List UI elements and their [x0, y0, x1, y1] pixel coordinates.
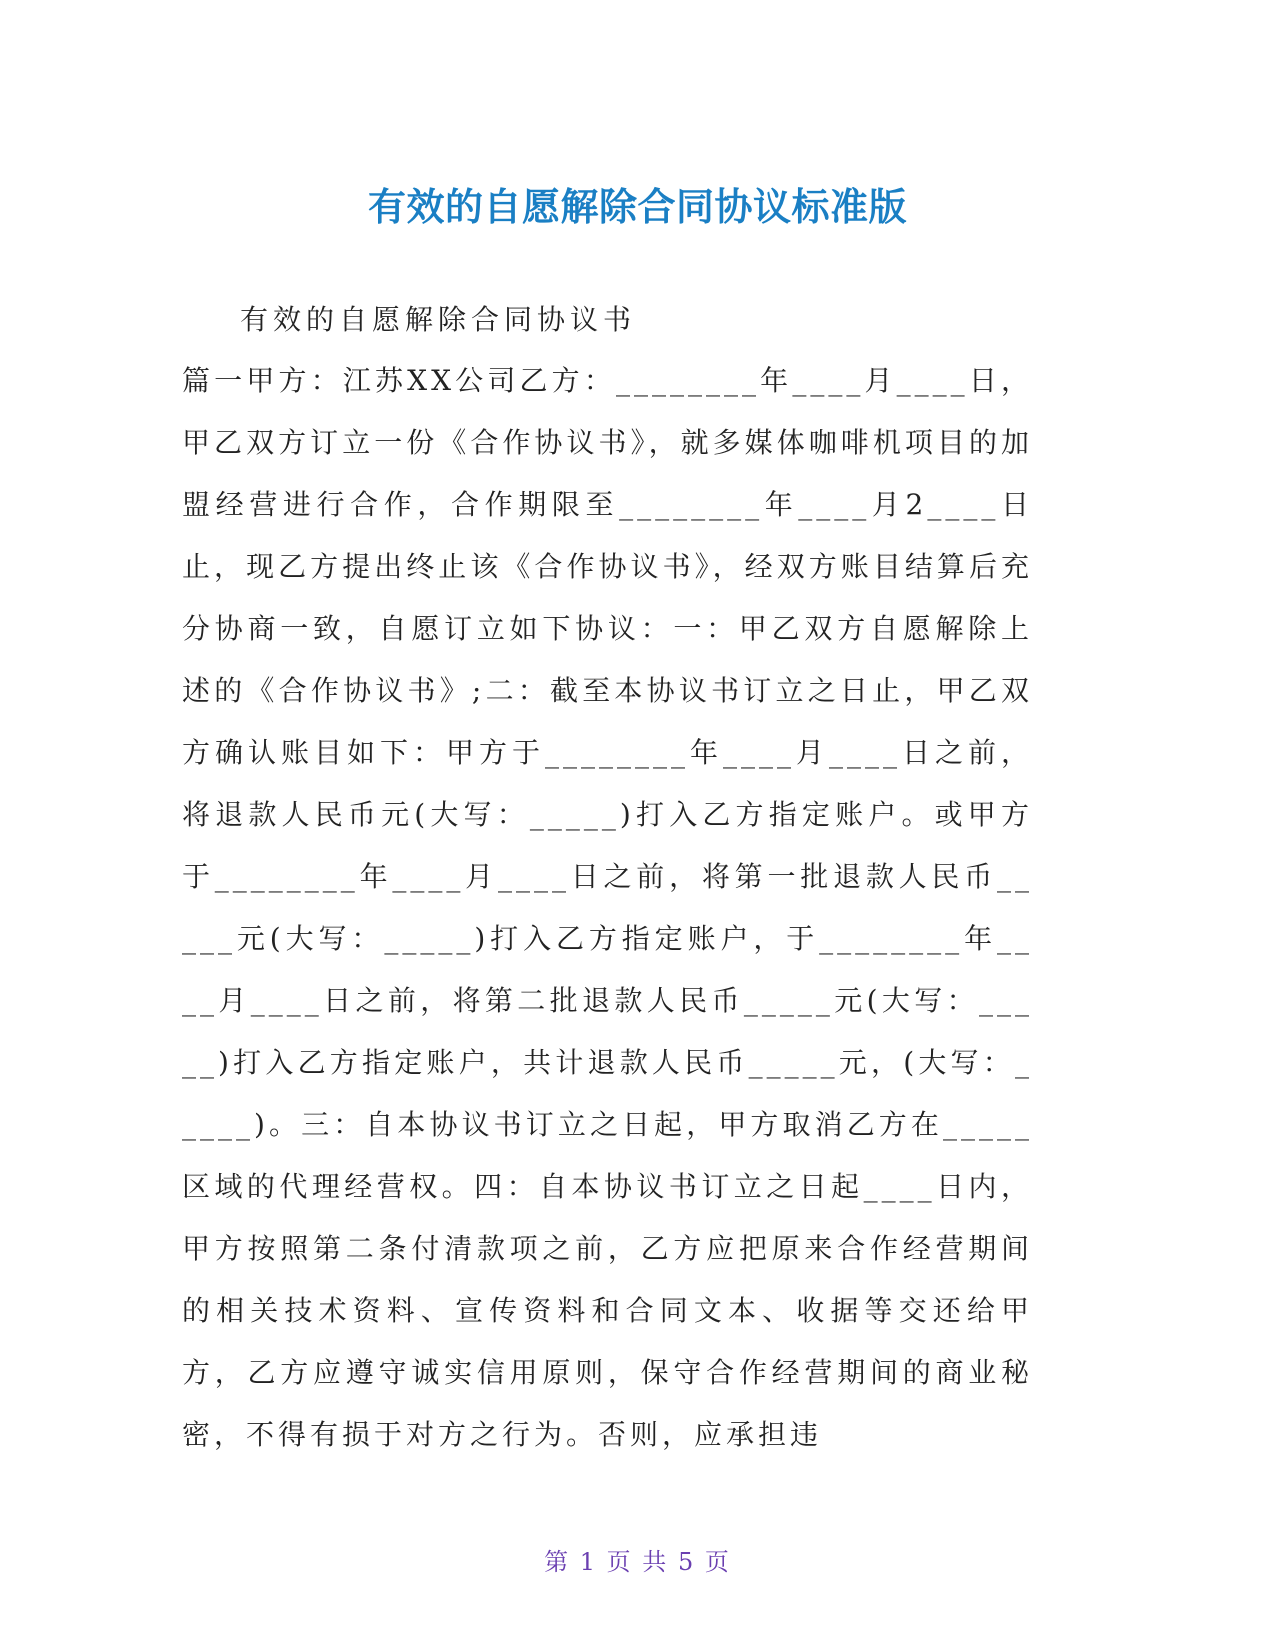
document-title: 有效的自愿解除合同协议标准版	[367, 185, 907, 230]
document-body-paragraph: 篇一甲方：江苏XX公司乙方：________年____月____日，甲乙双方订立一份《合作协议书》，就多媒体咖啡机项目的加盟经营进行合作，合作期限至________年____月2____日止，现乙方提出终止该《合作协议书》，经双方账目结算后充分协商一致，自愿订立如下协议：一：甲乙双方自愿解除上述的《合作协议书》;二：截至本协议书订立之日止，甲乙双方确认账目如下：甲方于________年____月____日之前，将退款人民币元(大写：_____)打入乙方指定账户。或甲方于________年____月____日之前，将第一批退款人民币_____元(大写：_____)打入乙方指定账户，于________年____月____日之前，将第二批退款人民币_____元(大写：_____)打入乙方指定账户，共计退款人民币_____元，(大写：_____)。三：自本协议书订立之日起，甲方取消乙方在_____区域的代理经营权。四：自本协议书订立之日起____日内，甲方按照第二条付清款项之前，乙方应把原来合作经营期间的相关技术资料、宣传资料和合同文本、收据等交还给甲方，乙方应遵守诚实信用原则，保守合作经营期间的商业秘密，不得有损于对方之行为。否则，应承担违	[182, 364, 1033, 1451]
page-number-footer: 第 1 页 共 5 页	[544, 1548, 731, 1576]
document-subtitle: 有效的自愿解除合同协议书	[240, 303, 637, 336]
